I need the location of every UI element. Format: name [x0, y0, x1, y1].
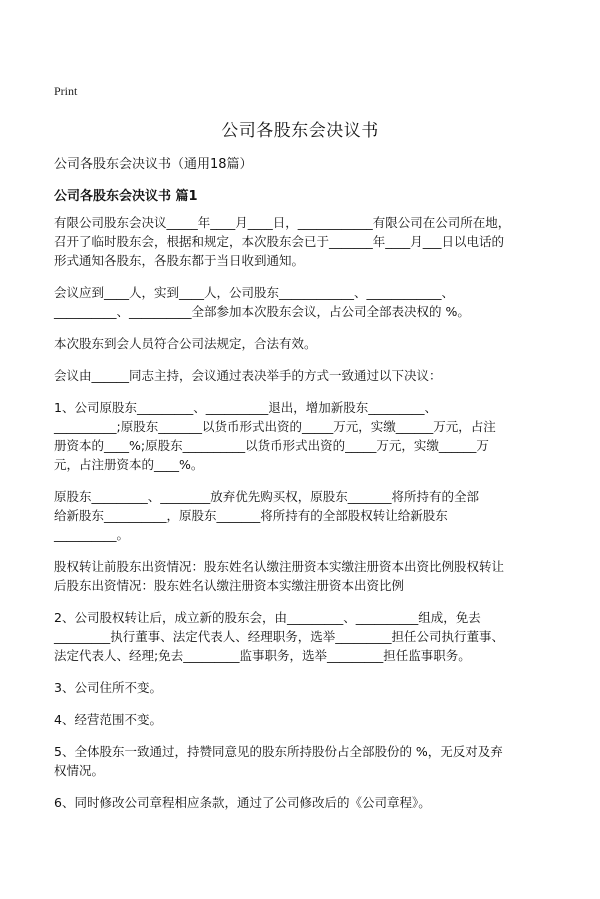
document-subtitle: 公司各股东会决议书（通用18篇） — [54, 157, 253, 172]
paragraph-resolution-3: 3、公司住所不变。 — [54, 680, 162, 695]
section-heading: 公司各股东会决议书 篇1 — [54, 189, 198, 204]
document-body — [54, 213, 554, 825]
paragraph-contribution: 股权转让前股东出资情况：股东姓名认缴注册资本实缴注册资本出资比例股权转让 后股东出资情况：股东姓名认缴注册资本实缴注册资本出资比例 — [54, 559, 505, 593]
paragraph-transfer: 原股东_________、________放弃优先购买权，原股东_______将所持有的全部 给新股东__________，原股东_______将所持有的全部股权转让给新股东 __________。 — [54, 489, 480, 542]
paragraph-resolution-2: 2、公司股权转让后，成立新的股东会，由_________、__________组成，免去 _________执行董事、法定代表人、经理职务，选举_________担任公司执行董事、 法定代表人、经理;免去_________监事职务，选举_________担任监事职务。 — [54, 610, 505, 663]
paragraph-resolution-5: 5、全体股东一致通过，持赞同意见的股东所持股份占全部股份的 %，无反对及弃 权情况。 — [54, 744, 503, 778]
paragraph-chair: 会议由______同志主持，会议通过表决举手的方式一致通过以下决议： — [54, 368, 442, 383]
print-link[interactable]: Print — [54, 84, 78, 98]
paragraph-meeting-notice: 有限公司股东会决议_____年____月____日，____________有限公司在公司所在地， 召开了临时股东会，根据和规定，本次股东会已于_______年____月___日以电话的 形式通知各股东，各股东都于当日收到通知。 — [54, 215, 511, 268]
paragraph-legality: 本次股东到会人员符合公司法规定，合法有效。 — [54, 336, 317, 351]
paragraph-resolution-6: 6、同时修改公司章程相应条款，通过了公司修改后的《公司章程》。 — [54, 795, 431, 810]
paragraph-resolution-1: 1、公司原股东_________、__________退出，增加新股东_________、 __________;原股东_______以货币形式出资的_____万元，实缴______万元，占注 册资本的____%;原股东__________以货币形式出资的_____万元，实缴______万 元，占注册资本的____%。 — [54, 400, 496, 472]
paragraph-attendance: 会议应到____人，实到____人，公司股东____________、____________、 __________、__________全部参加本次股东会议，占公司全部表决权的 %。 — [54, 285, 470, 319]
document-title: 公司各股东会决议书 — [221, 121, 379, 141]
paragraph-resolution-4: 4、经营范围不变。 — [54, 712, 162, 727]
